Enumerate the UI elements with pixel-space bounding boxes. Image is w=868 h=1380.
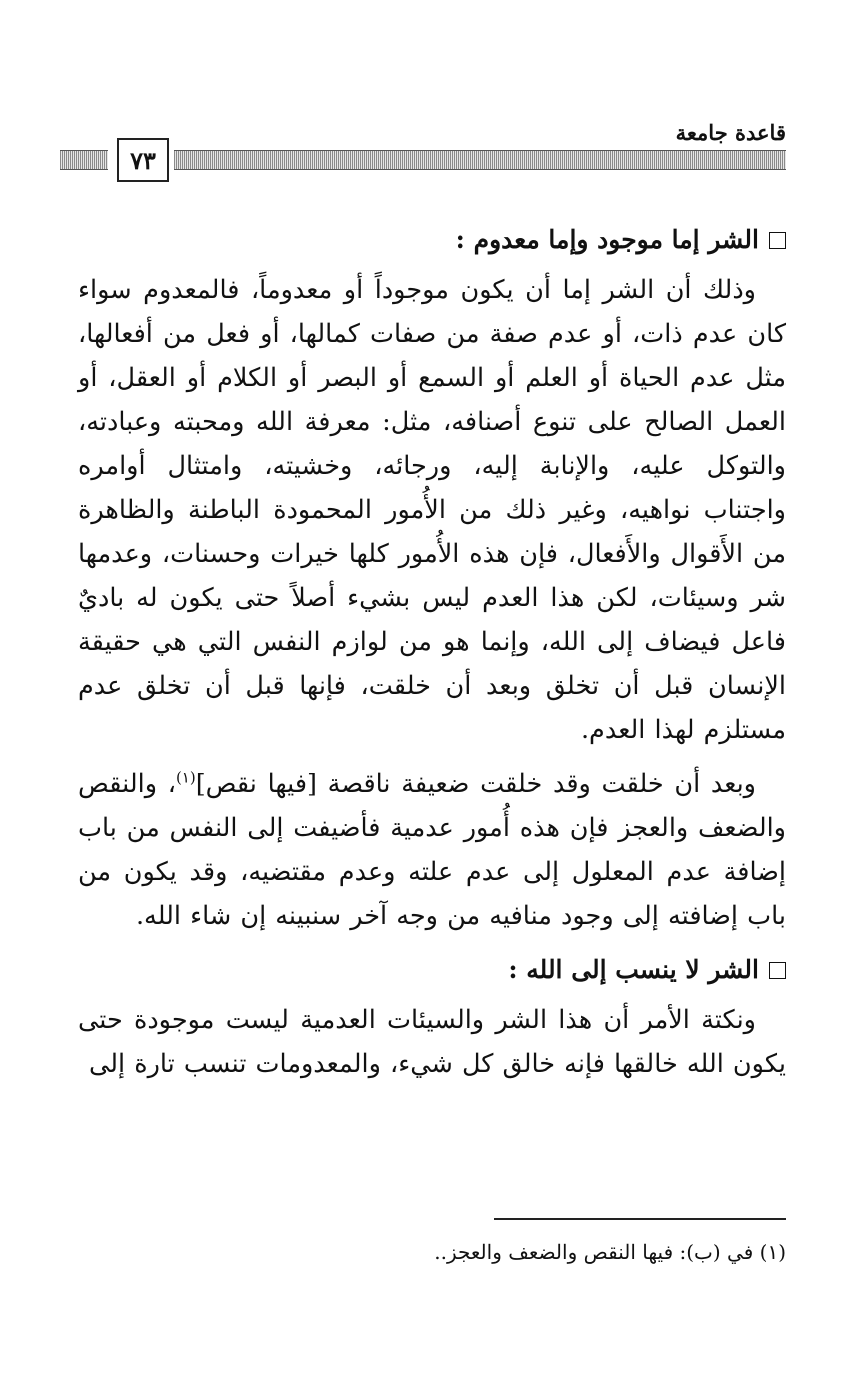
paragraph-2-part-1: وبعد أن خلقت وقد خلقت ضعيفة ناقصة [فيها نقص] xyxy=(195,769,756,799)
body-text xyxy=(78,218,786,1096)
footnote-marker: (١) xyxy=(175,768,196,787)
paragraph-1: وذلك أن الشر إما أن يكون موجوداً أو معدوماً، فالمعدوم سواء كان عدم ذات، أو عدم صفة من صفات كمالها، أو فعل من أفعالها، مثل عدم الحياة أو العلم أو السمع أو البصر أو الكلام أو العقل، أو العمل الصالح على تنوع أصنافه، مثل: معرفة الله ومحبته وعبادته، والتوكل عليه، والإنابة إليه، ورجائه، وخشيته، وامتثال أوامره واجتناب نواهيه، وغير ذلك من الأُمور المحمودة الباطنة والظاهرة من الأَقوال والأَفعال، فإن هذه الأُمور كلها خيرات وحسنات، وعدمها شر وسيئات، لكن هذا العدم ليس بشيء أصلاً حتى يكون له باديٌ فاعل فيضاف إلى الله، وإنما هو من لوازم النفس التي هي حقيقة الإنسان قبل أن تخلق وبعد أن خلقت، فإنها قبل أن تخلق عدم مستلزم لهذا العدم. xyxy=(78,275,786,745)
square-bullet-icon xyxy=(769,962,786,979)
section-heading-2-text: الشر لا ينسب إلى الله : xyxy=(508,955,759,984)
paragraph-2 xyxy=(78,762,786,938)
footnote-rule xyxy=(494,1218,786,1220)
paragraph-3: ونكتة الأمر أن هذا الشر والسيئات العدمية ليست موجودة حتى يكون الله خالقها فإنه خالق كل شيء، والمعدومات تنسب تارة إلى xyxy=(78,1005,786,1079)
section-heading-1 xyxy=(78,218,786,262)
running-title: قاعدة جامعة xyxy=(675,120,786,145)
page-number: ٧٣ xyxy=(130,145,156,175)
paragraph-2-part-2: ، والنقص والضعف والعجز فإن هذه أُمور عدمية فأضيفت إلى النفس من باب إضافة عدم المعلول إلى عدم علته وعدم مقتضيه، وقد يكون من باب إضافته إلى وجود منافيه من وجه آخر سنبينه إن شاء الله. xyxy=(78,769,786,931)
square-bullet-icon xyxy=(769,232,786,249)
section-heading-2 xyxy=(78,948,786,992)
footnote: (١) في (ب): فيها النقص والضعف والعجز.. xyxy=(434,1240,786,1264)
page-number-box xyxy=(117,138,169,182)
section-heading-1-text: الشر إما موجود وإما معدوم : xyxy=(455,225,759,254)
